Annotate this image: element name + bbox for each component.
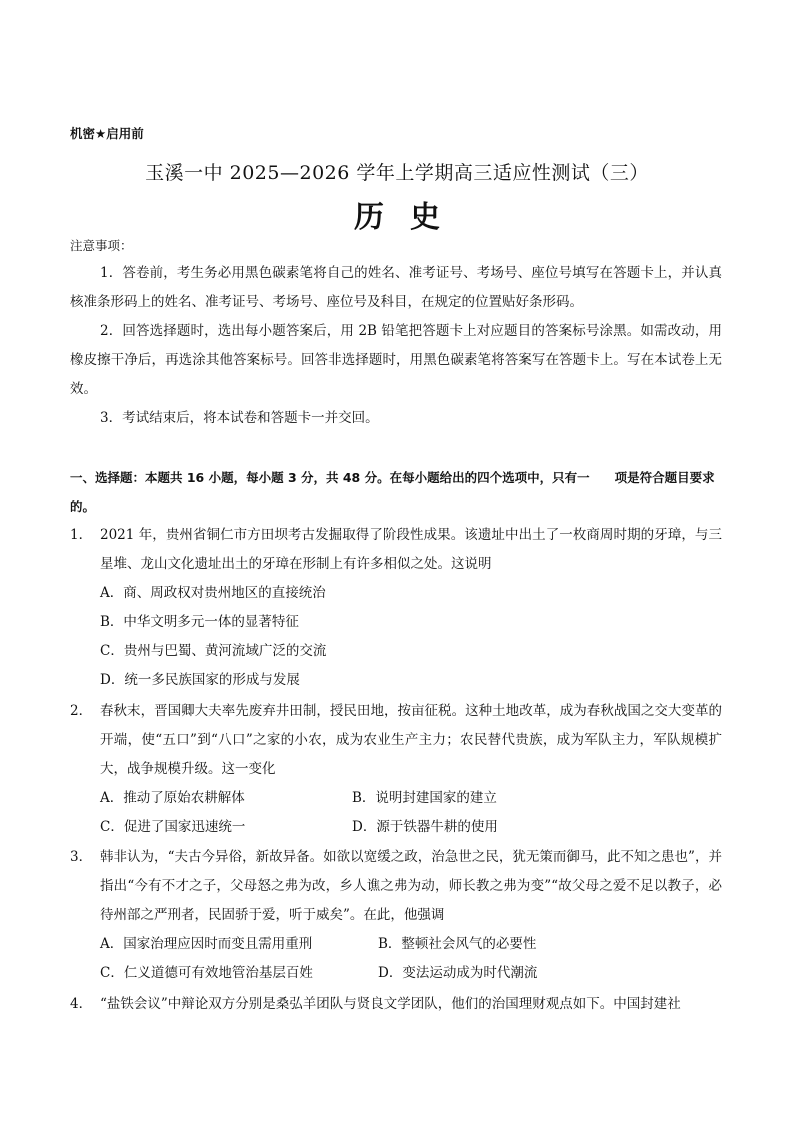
question-stem: 春秋末，晋国卿大夫率先废弃井田制，授民田地，按亩征税。这种土地改革，成为春秋战国之交大变革的开端，使“五口”到“八口”之家的小农，成为农业生产主力；农民替代贵族，成为军队主力，军队规模扩大，战争规模升级。这一变化 <box>100 703 722 777</box>
question-number: 2． <box>70 703 93 719</box>
option-a: A．国家治理应因时而变且需用重刑 <box>100 936 313 952</box>
option-c: C．仁义道德可有效地管治基层百姓 <box>100 965 313 981</box>
subject-title: 历史 <box>354 200 466 235</box>
option-a: A．推动了原始农耕解体 <box>100 790 245 806</box>
question-number: 4． <box>70 996 93 1012</box>
option-b: B．整顿社会风气的必要性 <box>378 936 537 952</box>
notice-heading: 注意事项： <box>70 238 133 253</box>
notice-item-2: 2．回答选择题时，选出每小题答案后，用 2B 铅笔把答题卡上对应题目的答案标号涂黑。如需改动，用橡皮擦干净后，再选涂其他答案标号。回答非选择题时，用黑色碳素笔将答案写在答题卡上。写在本试卷上无效。 <box>70 323 722 397</box>
option-d: D．变法运动成为时代潮流 <box>378 965 538 981</box>
notice-item-1: 1．答卷前，考生务必用黑色碳素笔将自己的姓名、准考证号、考场号、座位号填写在答题卡上，并认真核准条形码上的姓名、准考证号、考场号、座位号及科目，在规定的位置贴好条形码。 <box>70 265 722 310</box>
question-stem: “盐铁会议”中辩论双方分别是桑弘羊团队与贤良文学团队，他们的治国理财观点如下。中国封建社 <box>100 996 681 1012</box>
question-stem: 2021 年，贵州省铜仁市方田坝考古发掘取得了阶段性成果。该遗址中出土了一枚商周时期的牙璋，与三星堆、龙山文化遗址出土的牙璋在形制上有许多相似之处。这说明 <box>100 527 722 572</box>
exam-title: 玉溪一中 2025—2026 学年上学期高三适应性测试（三） <box>145 162 649 184</box>
option-a: A．商、周政权对贵州地区的直接统治 <box>100 585 326 601</box>
option-c: C．贵州与巴蜀、黄河流域广泛的交流 <box>100 643 327 659</box>
question-3 <box>70 843 722 930</box>
question-number: 3． <box>70 849 93 865</box>
option-c: C．促进了国家迅速统一 <box>100 819 246 835</box>
question-2 <box>70 697 722 784</box>
option-d: D．统一多民族国家的形成与发展 <box>100 672 300 688</box>
question-4 <box>70 990 722 1019</box>
confidential-mark: 机密★启用前 <box>70 126 144 141</box>
option-b: B．中华文明多元一体的显著特征 <box>100 614 299 630</box>
option-b: B．说明封建国家的建立 <box>352 790 497 806</box>
section-heading: 一、选择题：本题共 16 小题，每小题 3 分，共 48 分。在每小题给出的四个选项中，只有一 项是符合题目要求的。 <box>70 470 715 514</box>
question-stem: 韩非认为，“夫古今异俗，新故异备。如欲以宽缓之政，治急世之民，犹无策而御马，此不知之患也”，并指出“今有不才之子，父母怒之弗为改，乡人谯之弗为动，师长教之弗为变”“故父母之爱不足以教子，必待州部之严刑者，民固骄于爱，听于威矣”。在此，他强调 <box>100 849 722 923</box>
notice-item-3: 3．考试结束后，将本试卷和答题卡一并交回。 <box>100 410 379 426</box>
option-d: D．源于铁器牛耕的使用 <box>352 819 498 835</box>
question-number: 1． <box>70 527 93 543</box>
question-1 <box>70 521 722 579</box>
